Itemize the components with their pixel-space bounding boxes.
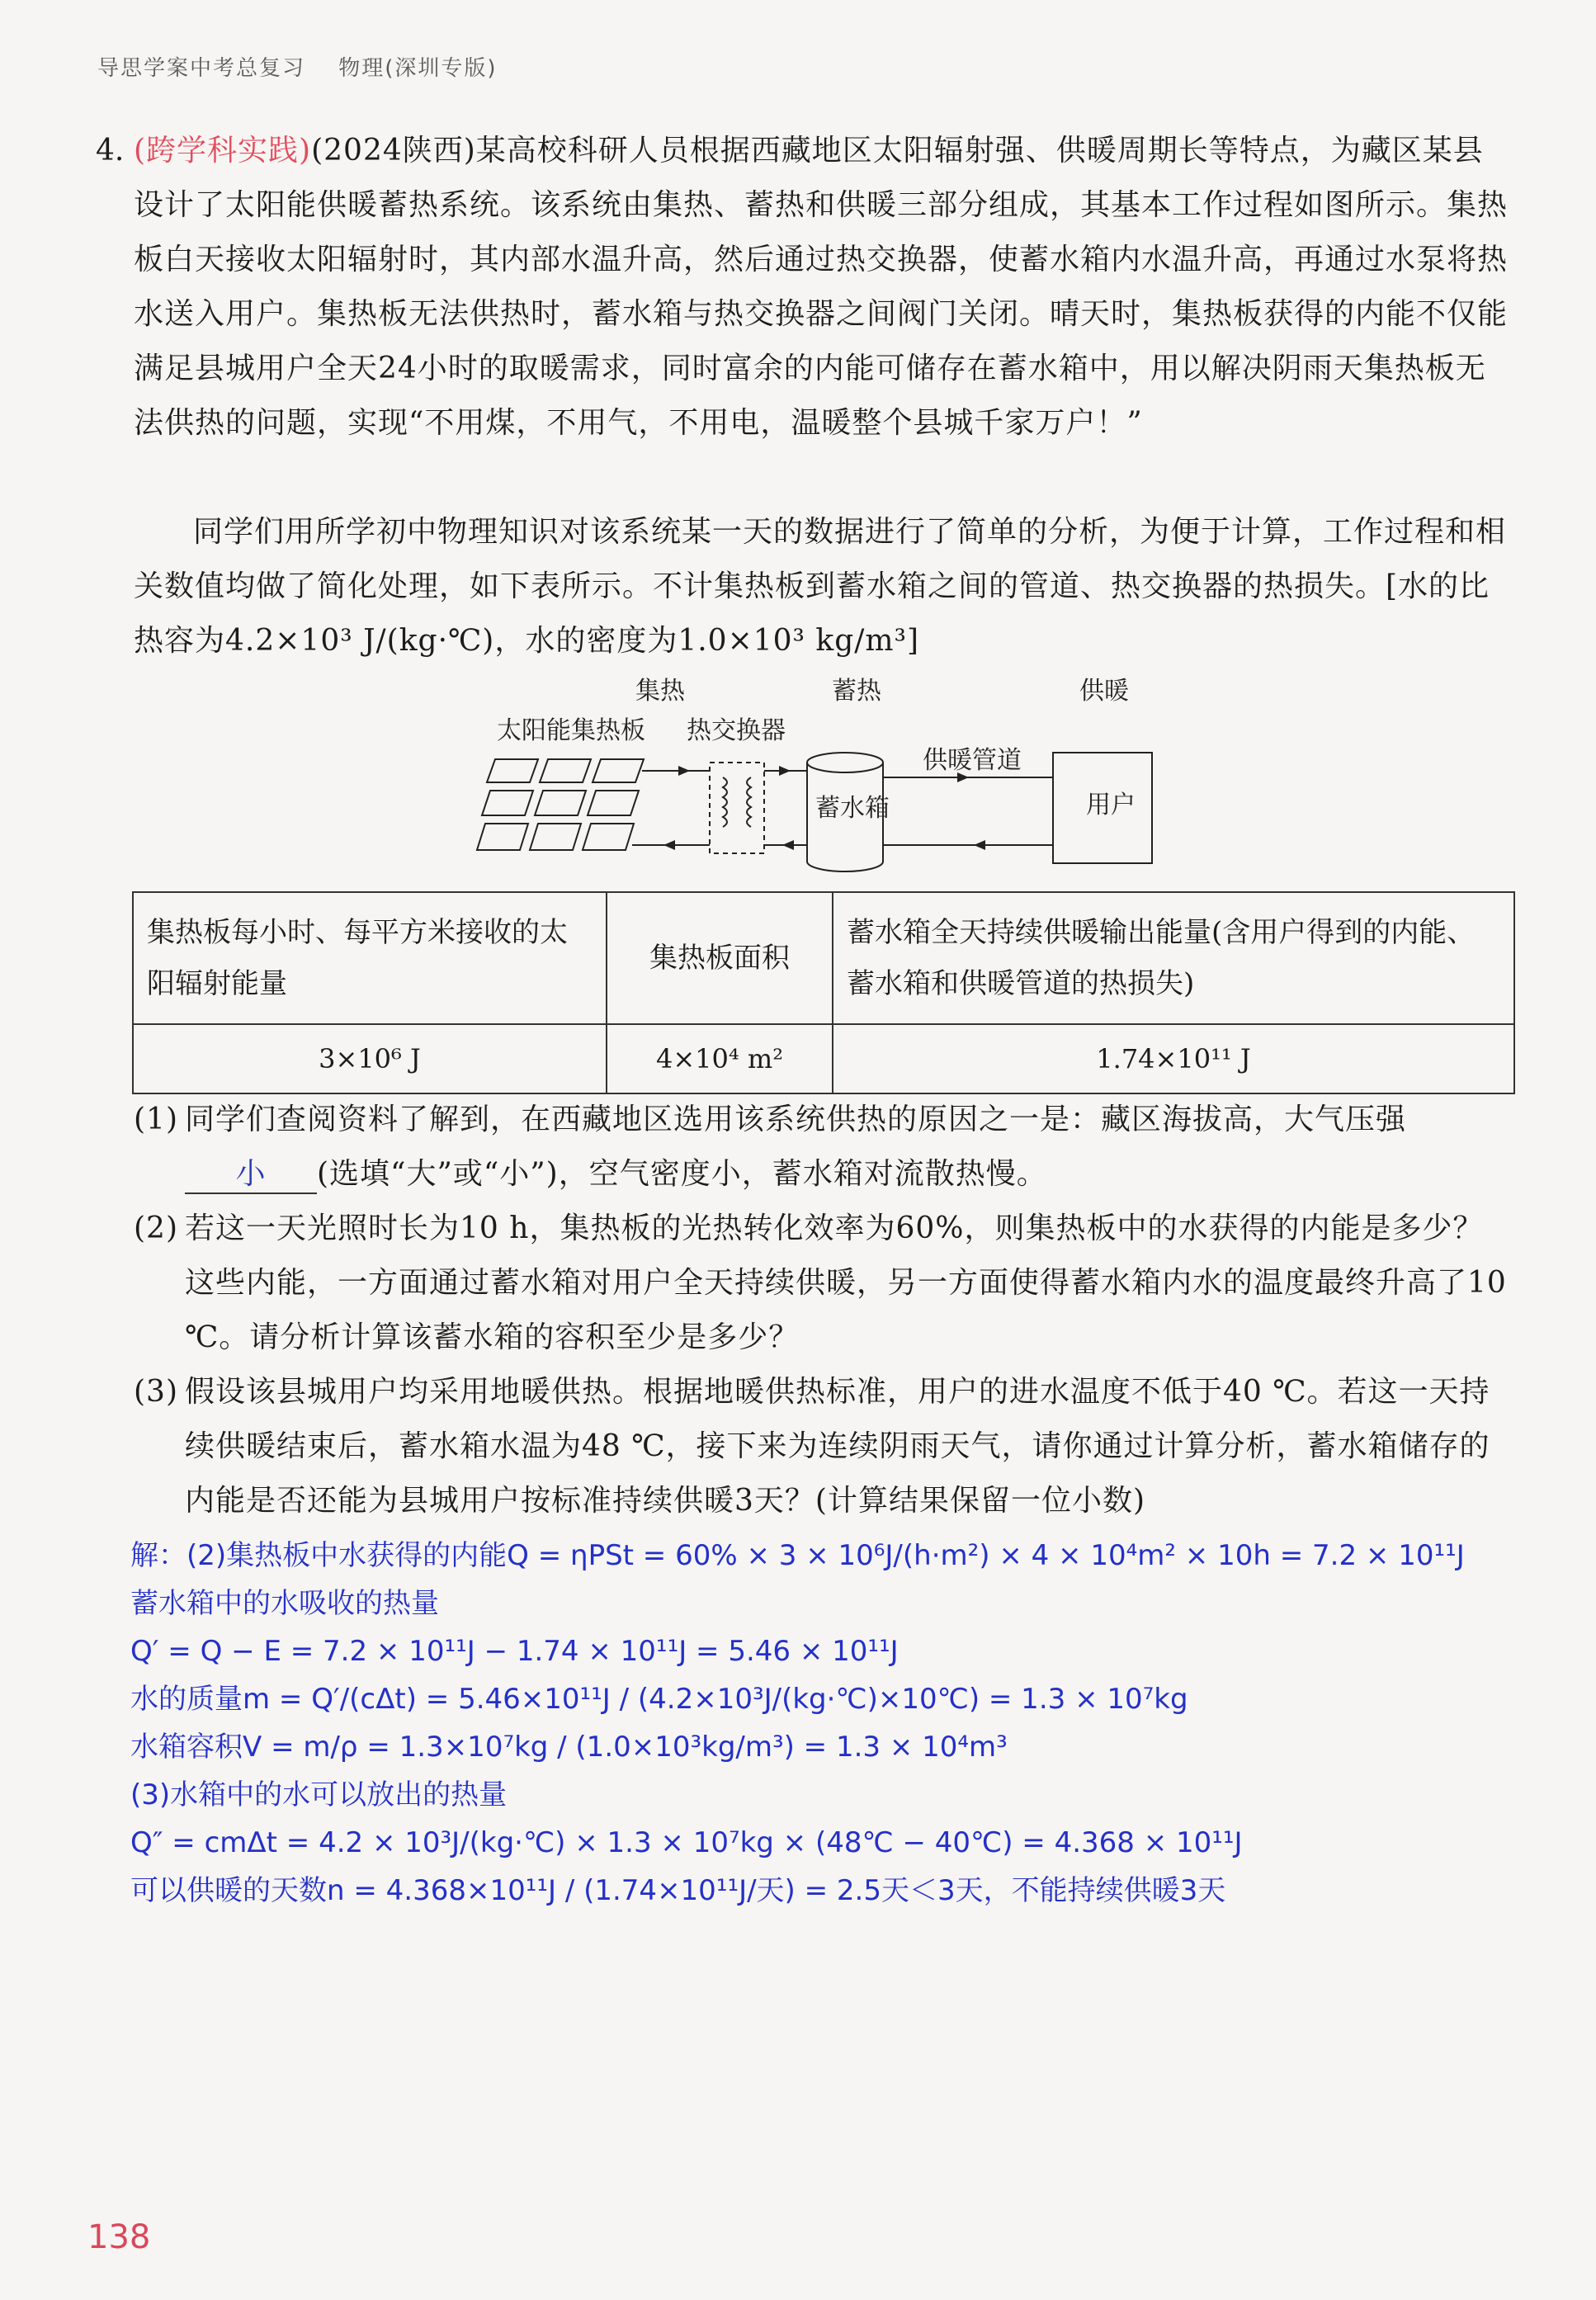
part-2-text: 若这一天光照时长为10 h，集热板的光热转化效率为60%，则集热板中的水获得的内能是多少？这些内能，一方面通过蓄水箱对用户全天持续供暖，另一方面使得蓄水箱内水的温度最终升高了10 ℃。请分析计算该蓄水箱的容积至少是多少？ <box>185 1211 1507 1354</box>
label-store: 蓄热 <box>832 677 881 706</box>
part-1-text-b: (选填“大”或“小”)，空气密度小，蓄水箱对流散热慢。 <box>317 1157 1047 1191</box>
question-intro <box>134 124 1512 451</box>
table-row <box>133 1024 1514 1093</box>
table-header-row <box>133 892 1514 1024</box>
part-3-number: (3) <box>134 1375 178 1409</box>
table-header-cell: 集热板每小时、每平方米接收的太阳辐射能量 <box>133 892 607 1024</box>
solution-line: 解：(2)集热板中水获得的内能Q = ηPSt = 60% × 3 × 10⁶J/(h·m²) × 4 × 10⁴m² × 10h = 7.2 × 10¹¹J <box>130 1539 1465 1572</box>
table-cell: 3×10⁶ J <box>133 1024 607 1093</box>
label-collect: 集热 <box>635 677 685 706</box>
question-intro-text: (2024陕西)某高校科研人员根据西藏地区太阳辐射强、供暖周期长等特点，为藏区某县设计了太阳能供暖蓄热系统。该系统由集热、蓄热和供暖三部分组成，其基本工作过程如图所示。集热板白天接收太阳辐射时，其内部水温升高，然后通过热交换器，使蓄水箱内水温升高，再通过水泵将热水送入用户。集热板无法供热时，蓄水箱与热交换器之间阀门关闭。晴天时，集热板获得的内能不仅能满足县城用户全天24小时的取暖需求，同时富余的内能可储存在蓄水箱中，用以解决阴雨天集热板无法供热的问题，实现“不用煤，不用气，不用电，温暖整个县城千家万户！” <box>134 134 1509 440</box>
solution-line: 蓄水箱中的水吸收的热量 <box>130 1587 439 1620</box>
part-2 <box>134 1202 1512 1365</box>
answer-blank: 小 <box>185 1156 317 1194</box>
solution-block <box>130 1532 1533 1915</box>
question-number: 4. <box>96 134 125 168</box>
label-user: 用户 <box>1086 791 1136 819</box>
data-table <box>132 891 1515 1094</box>
part-3 <box>134 1365 1512 1528</box>
solution-line: (3)水箱中的水可以放出的热量 <box>130 1778 508 1811</box>
label-tank: 蓄水箱 <box>815 794 890 823</box>
solution-line: 水箱容积V = m/ρ = 1.3×10⁷kg / (1.0×10³kg/m³) = 1.3 × 10⁴m³ <box>130 1731 1008 1764</box>
label-exchanger: 热交换器 <box>687 716 786 745</box>
table-cell: 1.74×10¹¹ J <box>833 1024 1514 1093</box>
part-3-text: 假设该县城用户均采用地暖供热。根据地暖供热标准，用户的进水温度不低于40 ℃。若这一天持续供暖结束后，蓄水箱水温为48 ℃，接下来为连续阴雨天气，请你通过计算分析，蓄水箱储存的内能是否还能为县城用户按标准持续供暖3天？(计算结果保留一位小数) <box>185 1375 1490 1518</box>
subject-title: 物理(深圳专版) <box>338 56 498 81</box>
question-tag: (跨学科实践) <box>134 134 312 168</box>
table-header-cell: 集热板面积 <box>607 892 833 1024</box>
part-1 <box>134 1093 1512 1202</box>
solar-panel-array <box>477 759 644 850</box>
page-number: 138 <box>87 2218 151 2256</box>
label-panel: 太阳能集热板 <box>497 716 645 745</box>
table-cell: 4×10⁴ m² <box>607 1024 833 1093</box>
solution-line: 水的质量m = Q′/(cΔt) = 5.46×10¹¹J / (4.2×10³J/(kg·℃)×10℃) = 1.3 × 10⁷kg <box>130 1683 1188 1716</box>
solution-line: 可以供暖的天数n = 4.368×10¹¹J / (1.74×10¹¹J/天) = 2.5天＜3天，不能持续供暖3天 <box>130 1874 1226 1907</box>
label-heat: 供暖 <box>1079 677 1129 706</box>
solution-line: Q′ = Q − E = 7.2 × 10¹¹J − 1.74 × 10¹¹J = 5.46 × 10¹¹J <box>130 1635 899 1668</box>
part-1-number: (1) <box>134 1103 178 1136</box>
label-pipe: 供暖管道 <box>923 746 1022 775</box>
book-title: 导思学案中考总复习 <box>97 56 306 81</box>
page-header <box>97 51 522 82</box>
question-para2: 同学们用所学初中物理知识对该系统某一天的数据进行了简单的分析，为便于计算，工作过程和相关数值均做了简化处理，如下表所示。不计集热板到蓄水箱之间的管道、热交换器的热损失。[水的比热容为4.2×10³ J/(kg·℃)，水的密度为1.0×10³ kg/m³] <box>134 515 1507 658</box>
system-diagram <box>462 670 1188 885</box>
table-header-cell: 蓄水箱全天持续供暖输出能量(含用户得到的内能、蓄水箱和供暖管道的热损失) <box>833 892 1514 1024</box>
part-2-number: (2) <box>134 1211 178 1245</box>
diagram-drawing <box>462 670 1188 885</box>
solution-line: Q″ = cmΔt = 4.2 × 10³J/(kg·℃) × 1.3 × 10⁷kg × (48℃ − 40℃) = 4.368 × 10¹¹J <box>130 1826 1243 1859</box>
part-1-text-a: 同学们查阅资料了解到，在西藏地区选用该系统供热的原因之一是：藏区海拔高，大气压强 <box>185 1103 1407 1136</box>
